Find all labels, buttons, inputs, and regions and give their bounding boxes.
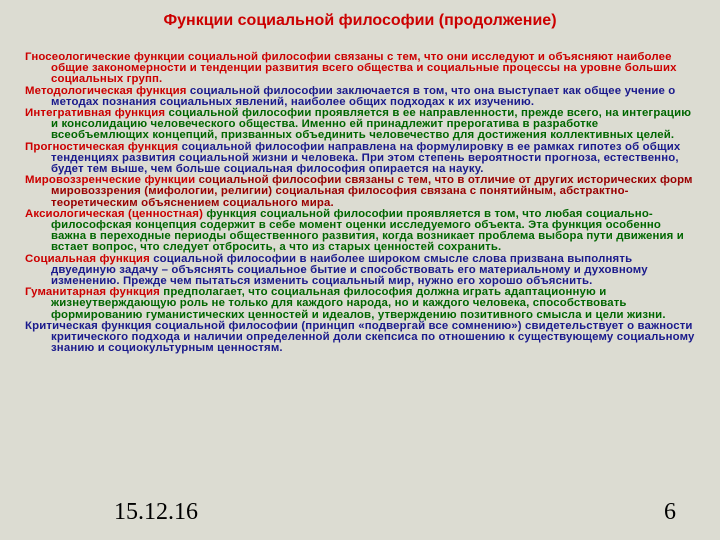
paragraph-prognostic — [25, 142, 697, 176]
term-integrative: Интегративная функция — [25, 107, 166, 120]
description-humanitarian: предполагает, что социальная философия должна играть адаптационную и жизнеутверждающую роль не только для каждого народа, но и каждого человека, способствовать формированию гуманистических ценностей и идеалов, утверждению позитивного смысла и цели жизни. — [51, 286, 666, 321]
term-prognostic: Прогностическая функция — [25, 140, 179, 153]
description-social: социальной философии в наиболее широком смысле слова призвана выполнять двуединую задачу – объяснять социальное бытие и способствовать его материальному и духовному изменению. Прежде чем пытаться изменить социальный мир, нужно его хорошо объяснить. — [51, 252, 648, 288]
paragraph-social — [25, 254, 697, 288]
description-axiological: функция социальной философии проявляется в том, что любая социально-философская концепция содержит в себе момент оценки исследуемого объекта. Эта функция особенно важна в переходные периоды общественного развития, когда возникает проблема выбора пути движения и встает вопрос, что следует отбросить, а что из старых ценностей сохранить. — [51, 207, 684, 254]
slide-title: Функции социальной философии (продолжение) — [163, 12, 557, 29]
paragraph-humanitarian — [25, 287, 697, 321]
term-axiological: Аксиологическая (ценностная) — [25, 207, 204, 220]
paragraph-axiological — [25, 209, 697, 254]
term-critical: Критическая функция — [25, 319, 152, 332]
description-worldview: социальной философии связаны с тем, что в отличие от других исторических форм мировоззрения (мифологии, религии) социальная философия связана с понятийным, абстрактно-теоретическим объяснением социального мира. — [51, 174, 693, 209]
term-humanitarian: Гуманитарная функция — [25, 286, 160, 299]
description-integrative: социальной философии проявляется в ее направленности, прежде всего, на интеграцию и консолидацию человеческого общества. Именно ей принадлежит прерогатива в разработке всеобъемлющих концепций, призванных объединить человечество для достижения коллективных целей. — [51, 107, 692, 142]
paragraph-methodological — [25, 86, 697, 108]
term-methodological: Методологическая функция — [25, 84, 187, 97]
description-critical: социальной философии (принцип «подвергай все сомнению») свидетельствует о важности критического подхода и наличии определенной доли скепсиса по отношению к существующему социальному знанию и социокультурным ценностям. — [51, 319, 695, 355]
description-gnoseological: социальной философии связаны с тем, что они исследуют и объясняют наиболее общие закономерности и тенденции развития всего общества и социальные процессы на уровне больших социальных групп. — [51, 51, 677, 86]
paragraph-integrative — [25, 108, 697, 142]
paragraph-worldview — [25, 175, 697, 209]
functions-text — [25, 52, 697, 354]
slide-page-number: 6 — [664, 499, 676, 525]
slide-date: 15.12.16 — [114, 499, 198, 525]
description-prognostic: социальной философии направлена на формулировку в ее рамках гипотез об общих тенденциях развития социальной жизни и человека. При этом степень вероятности прогноза, естественно, будет тем выше, чем больше социальная философия опирается на науку. — [51, 140, 681, 176]
term-social: Социальная функция — [25, 252, 150, 265]
description-methodological: социальной философии заключается в том, что она выступает как общее учение о методах познания социальных явлений, наиболее общих подходах к их изучению. — [51, 84, 676, 108]
paragraph-critical — [25, 321, 697, 355]
term-gnoseological: Гносеологические функции — [25, 51, 185, 63]
term-worldview: Мировоззренческие функции — [25, 174, 196, 187]
paragraph-gnoseological — [25, 52, 697, 86]
